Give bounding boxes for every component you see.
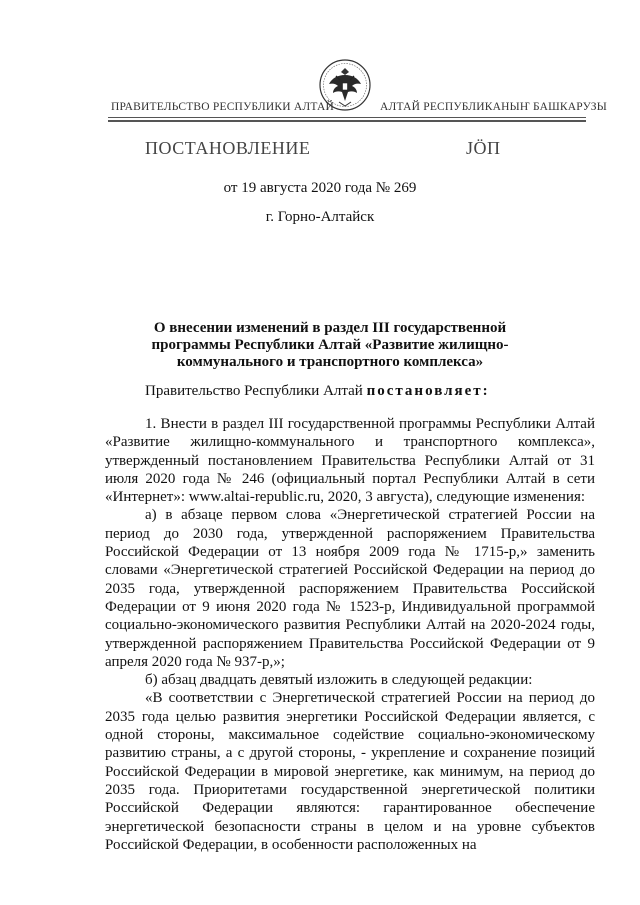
paragraph-1: 1. Внести в раздел III государственной программы Республики Алтай «Развитие жилищно-коммунального и транспортного комплекса», утвержденный постановлением Правительства Республики Алтай от 31 июля 2020 года № 246 (официальный портал Республики Алтай в сети «Интернет»: www.altai-republic.ru, 2020, 3 августа), следующие изменения: (105, 416, 595, 506)
doc-type-alt: ЈӦП (466, 138, 501, 158)
header-divider-thick (108, 120, 586, 122)
doc-type-ru: ПОСТАНОВЛЕНИЕ (145, 138, 311, 158)
document-title: О внесении изменений в раздел III государственной программы Республики Алтай «Развитие жилищно-коммунального и транспортного комплекса» (151, 320, 509, 370)
preamble-keyword: постановляет: (366, 383, 490, 399)
document-city: г. Горно-Алтайск (265, 209, 375, 225)
paragraph-a: а) в абзаце первом слова «Энергетической стратегией России на период до 2030 года, утвержденной распоряжением Правительства Российской Федерации от 13 ноября 2009 года № 1715-р,» заменить словами «Энергетической стратегией Российской Федерации на период до 2035 года, утвержденной распоряжением Правительства Российской Федерации от 9 июня 2020 года № 1523-р, Индивидуальной программой социально-экономического развития Республики Алтай на 2020-2024 годы, утвержденной распоряжением Правительства Российской Федерации от 9 апреля 2020 года № 937-р,»; (105, 507, 595, 670)
header-divider (108, 117, 586, 118)
document-date-number: от 19 августа 2020 года № 269 (223, 180, 417, 196)
authority-name-ru: ПРАВИТЕЛЬСТВО РЕСПУБЛИКИ АЛТАЙ (111, 101, 335, 113)
preamble (145, 383, 490, 400)
paragraph-quote: «В соответствии с Энергетической стратегией России на период до 2035 года целью развития энергетики Российской Федерации является, с одной стороны, максимальное содействие социально-экономическому развитию страны, а с другой стороны, - укрепление и сохранение позиций Российской Федерации в мировой энергетике, как минимум, на период до 2035 года. Приоритетами государственной энергетической политики Российской Федерации являются: гарантированное обеспечение энергетической безопасности страны в целом и на уровне субъектов Российской Федерации, в особенности расположенных на (105, 690, 595, 853)
paragraph-b: б) абзац двадцать девятый изложить в следующей редакции: (145, 672, 533, 689)
document-body (105, 415, 595, 854)
preamble-prefix: Правительство Республики Алтай (145, 383, 363, 399)
authority-name-alt: АЛТАЙ РЕСПУБЛИКАНЫҤ БАШКАРУЗЫ (380, 101, 607, 113)
